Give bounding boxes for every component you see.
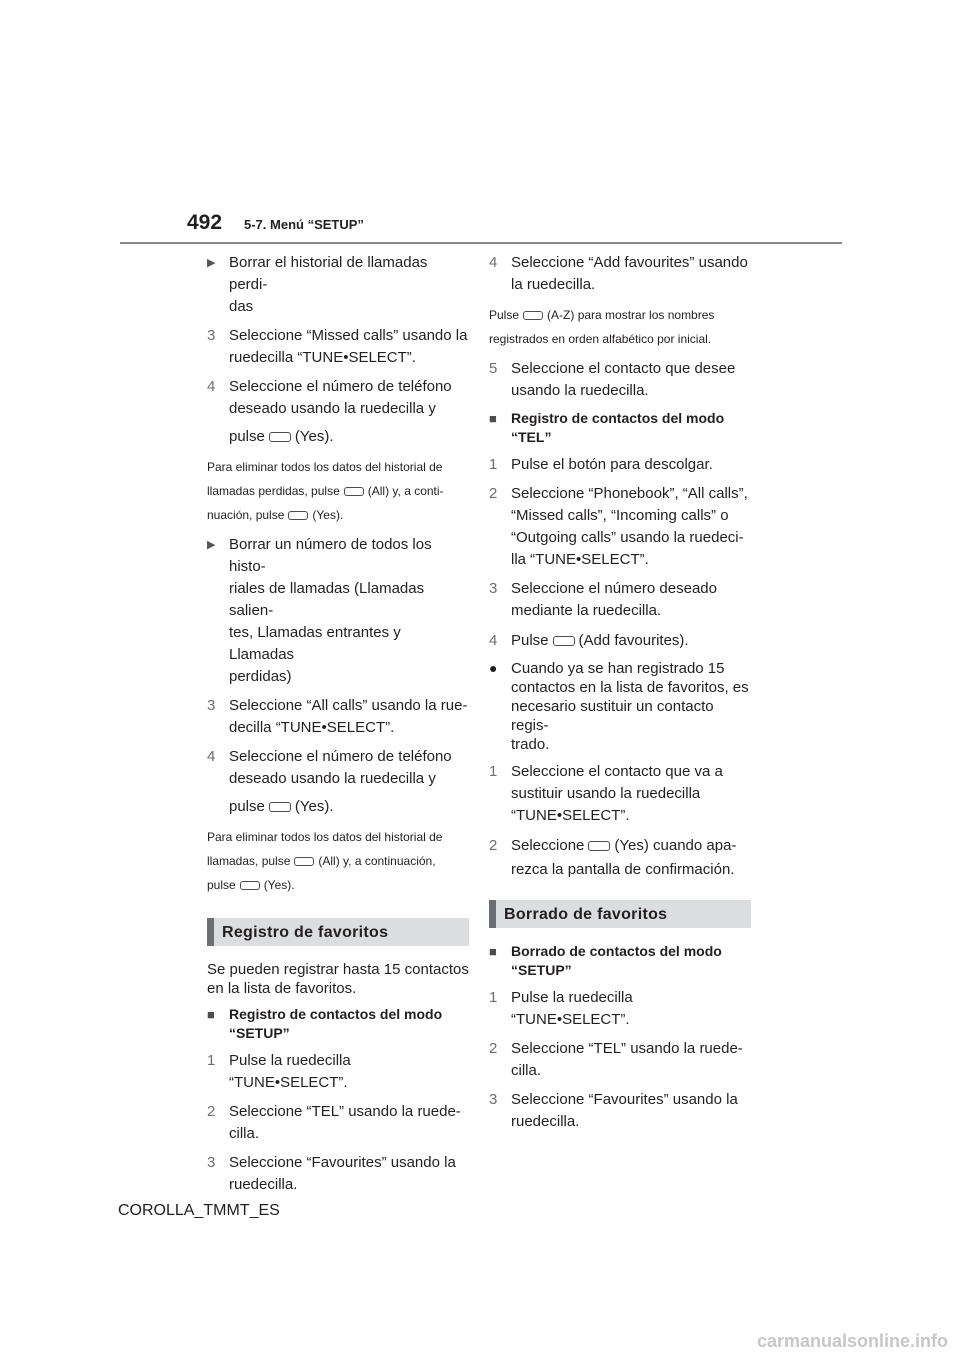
step-text: usando la ruedecilla. bbox=[511, 382, 649, 399]
bullet-text: Cuando ya se han registrado 15 bbox=[511, 660, 725, 677]
step-text: Seleccione “Missed calls” usando la bbox=[229, 327, 468, 344]
step-number: 2 bbox=[489, 1040, 498, 1057]
step-number: 5 bbox=[489, 360, 498, 377]
screen-button-icon bbox=[344, 487, 364, 496]
note-text: nuación, pulse bbox=[207, 508, 285, 522]
step-text: Seleccione “Add favourites” usando bbox=[511, 254, 748, 271]
square-bullet-icon: ■ bbox=[489, 411, 497, 426]
item-text: das bbox=[229, 298, 254, 315]
note-line bbox=[489, 303, 751, 327]
note bbox=[207, 455, 469, 527]
step-number: 3 bbox=[207, 697, 216, 714]
subheading-text: “SETUP” bbox=[511, 962, 572, 978]
note-line bbox=[207, 849, 469, 873]
step-item bbox=[489, 1089, 751, 1133]
note-text: (All) y, a continuación, bbox=[318, 854, 436, 868]
step-text: “TUNE•SELECT”. bbox=[511, 1011, 630, 1028]
subheading-text: Borrado de contactos del modo bbox=[511, 943, 722, 959]
subheading-text: “TEL” bbox=[511, 429, 552, 445]
bullet-item bbox=[489, 659, 751, 754]
screen-button-icon bbox=[294, 857, 314, 866]
note-text: (A-Z) para mostrar los nombres bbox=[547, 308, 715, 322]
subheading-text: “SETUP” bbox=[229, 1025, 290, 1041]
section-heading-box bbox=[207, 918, 469, 946]
step-number: 2 bbox=[207, 1103, 216, 1120]
step-text: (Yes). bbox=[294, 798, 334, 815]
step-text: Pulse la ruedecilla bbox=[229, 1052, 351, 1069]
step-number: 1 bbox=[489, 763, 498, 780]
bullet-dot-icon: ● bbox=[489, 660, 498, 676]
section-title: 5-7. Menú “SETUP” bbox=[244, 217, 364, 232]
note-line bbox=[207, 503, 469, 527]
subheading bbox=[489, 942, 751, 980]
section-heading: Registro de favoritos bbox=[222, 924, 389, 941]
step-text: Seleccione el contacto que va a bbox=[511, 763, 723, 780]
step-text: deseado usando la ruedecilla y bbox=[229, 400, 436, 417]
step-text: cilla. bbox=[511, 1062, 542, 1079]
list-item bbox=[207, 252, 469, 318]
screen-button-icon bbox=[269, 432, 291, 442]
section-heading: Borrado de favoritos bbox=[504, 906, 668, 923]
step-number: 3 bbox=[489, 580, 498, 597]
bullet-text: necesario sustituir un contacto regis- bbox=[511, 698, 714, 734]
step-text: (Yes). bbox=[294, 428, 334, 445]
section-heading-box bbox=[489, 900, 751, 928]
watermark[interactable]: carmanualsonline.info bbox=[756, 1331, 948, 1351]
step-text: Seleccione “Favourites” usando la bbox=[229, 1154, 456, 1171]
step-text: Pulse la ruedecilla bbox=[511, 989, 633, 1006]
step-text: Pulse bbox=[511, 632, 549, 649]
note-text: pulse bbox=[207, 878, 236, 892]
right-column bbox=[489, 252, 751, 1140]
page-number: 492 bbox=[187, 211, 223, 234]
note-line bbox=[207, 479, 469, 503]
screen-button-icon bbox=[288, 511, 308, 520]
step-text: Seleccione el número de teléfono bbox=[229, 378, 452, 395]
step-text: Seleccione el contacto que desee bbox=[511, 360, 736, 377]
step-text: Seleccione el número deseado bbox=[511, 580, 717, 597]
step-text: pulse bbox=[229, 428, 265, 445]
step-item bbox=[207, 1050, 469, 1094]
item-text: perdidas) bbox=[229, 668, 292, 685]
triangle-bullet-icon: ▶ bbox=[207, 539, 216, 551]
footer-doc-code: COROLLA_TMMT_ES bbox=[118, 1202, 280, 1219]
step-number: 3 bbox=[207, 1154, 216, 1171]
step-text: cilla. bbox=[229, 1125, 260, 1142]
item-text: Borrar el historial de llamadas perdi- bbox=[229, 254, 428, 293]
intro-line: Se pueden registrar hasta 15 contactos bbox=[207, 961, 469, 978]
left-column bbox=[207, 252, 469, 1203]
step-text: sustituir usando la ruedecilla bbox=[511, 785, 701, 802]
note bbox=[207, 825, 469, 897]
step-text bbox=[511, 835, 751, 857]
step-text: Seleccione el número de teléfono bbox=[229, 748, 452, 765]
step-text: (Yes) cuando apa- bbox=[614, 837, 737, 854]
step-item bbox=[207, 376, 469, 448]
screen-button-icon bbox=[523, 311, 543, 320]
note-text: (Yes). bbox=[312, 508, 344, 522]
step-number: 4 bbox=[489, 254, 498, 271]
step-item bbox=[489, 358, 751, 402]
step-text: Seleccione “All calls” usando la rue- bbox=[229, 697, 468, 714]
list-item bbox=[207, 534, 469, 688]
step-text: Pulse el botón para descolgar. bbox=[511, 456, 713, 473]
bullet-text: contactos en la lista de favoritos, es bbox=[511, 679, 749, 696]
note-line: Para eliminar todos los datos del historial de bbox=[207, 830, 443, 844]
note-text: llamadas, pulse bbox=[207, 854, 291, 868]
step-item bbox=[207, 746, 469, 818]
step-text bbox=[229, 796, 469, 818]
step-number: 1 bbox=[489, 989, 498, 1006]
step-text: “Outgoing calls” usando la ruedeci- bbox=[511, 529, 744, 546]
step-item bbox=[489, 483, 751, 571]
step-text: ruedecilla “TUNE•SELECT”. bbox=[229, 349, 416, 366]
step-number: 1 bbox=[489, 456, 498, 473]
step-text: (Add favourites). bbox=[578, 632, 689, 649]
step-item bbox=[489, 761, 751, 827]
step-item bbox=[207, 695, 469, 739]
bullet-text: trado. bbox=[511, 736, 550, 753]
step-text bbox=[511, 630, 751, 652]
step-text bbox=[229, 426, 469, 448]
item-text: riales de llamadas (Llamadas salien- bbox=[229, 580, 425, 619]
step-text: “Missed calls”, “Incoming calls” o bbox=[511, 507, 729, 524]
step-item bbox=[207, 1152, 469, 1196]
step-item bbox=[489, 578, 751, 622]
step-item bbox=[489, 1038, 751, 1082]
triangle-bullet-icon: ▶ bbox=[207, 257, 216, 269]
step-text: Seleccione “TEL” usando la ruede- bbox=[229, 1103, 461, 1120]
square-bullet-icon: ■ bbox=[489, 944, 497, 959]
step-text: mediante la ruedecilla. bbox=[511, 602, 662, 619]
step-number: 3 bbox=[207, 327, 216, 344]
step-number: 4 bbox=[207, 378, 216, 395]
note bbox=[489, 303, 751, 351]
step-number: 1 bbox=[207, 1052, 216, 1069]
step-text: rezca la pantalla de confirmación. bbox=[511, 861, 735, 878]
step-text: Seleccione “TEL” usando la ruede- bbox=[511, 1040, 743, 1057]
step-item bbox=[207, 1101, 469, 1145]
step-text: Seleccione bbox=[511, 837, 585, 854]
subheading bbox=[489, 409, 751, 447]
note-line: Para eliminar todos los datos del historial de bbox=[207, 460, 443, 474]
intro-text bbox=[207, 960, 469, 998]
step-text: la ruedecilla. bbox=[511, 276, 596, 293]
step-number: 4 bbox=[207, 748, 216, 765]
subheading bbox=[207, 1005, 469, 1043]
screen-button-icon bbox=[553, 636, 575, 646]
step-number: 4 bbox=[489, 632, 498, 649]
header-rule bbox=[120, 242, 842, 244]
step-text: deseado usando la ruedecilla y bbox=[229, 770, 436, 787]
subheading-text: Registro de contactos del modo bbox=[229, 1006, 443, 1022]
note-line bbox=[207, 873, 469, 897]
step-text: ruedecilla. bbox=[229, 1176, 298, 1193]
note-line: registrados en orden alfabético por inicial. bbox=[489, 332, 712, 346]
step-item bbox=[489, 252, 751, 296]
subheading-text: Registro de contactos del modo bbox=[511, 410, 725, 426]
step-text: ruedecilla. bbox=[511, 1113, 580, 1130]
step-number: 2 bbox=[489, 485, 498, 502]
note-text: (Yes). bbox=[263, 878, 295, 892]
note-text: (All) y, a conti- bbox=[367, 484, 444, 498]
step-number: 3 bbox=[489, 1091, 498, 1108]
note-text: Pulse bbox=[489, 308, 520, 322]
step-text: “TUNE•SELECT”. bbox=[229, 1074, 348, 1091]
item-text: Borrar un número de todos los histo- bbox=[229, 536, 432, 575]
screen-button-icon bbox=[269, 802, 291, 812]
screen-button-icon bbox=[240, 881, 260, 890]
step-item bbox=[489, 454, 751, 476]
note-text: llamadas perdidas, pulse bbox=[207, 484, 340, 498]
square-bullet-icon: ■ bbox=[207, 1007, 215, 1022]
step-item bbox=[489, 630, 751, 652]
step-text: lla “TUNE•SELECT”. bbox=[511, 551, 649, 568]
step-item bbox=[207, 325, 469, 369]
screen-button-icon bbox=[588, 841, 610, 851]
step-number: 2 bbox=[489, 837, 498, 854]
step-text: Seleccione “Phonebook”, “All calls”, bbox=[511, 485, 748, 502]
item-text: tes, Llamadas entrantes y Llamadas bbox=[229, 624, 401, 663]
step-item bbox=[489, 987, 751, 1031]
intro-line: en la lista de favoritos. bbox=[207, 980, 357, 997]
step-text: “TUNE•SELECT”. bbox=[511, 807, 630, 824]
step-text: pulse bbox=[229, 798, 265, 815]
step-text: decilla “TUNE•SELECT”. bbox=[229, 719, 395, 736]
step-text: Seleccione “Favourites” usando la bbox=[511, 1091, 738, 1108]
step-item bbox=[489, 835, 751, 881]
